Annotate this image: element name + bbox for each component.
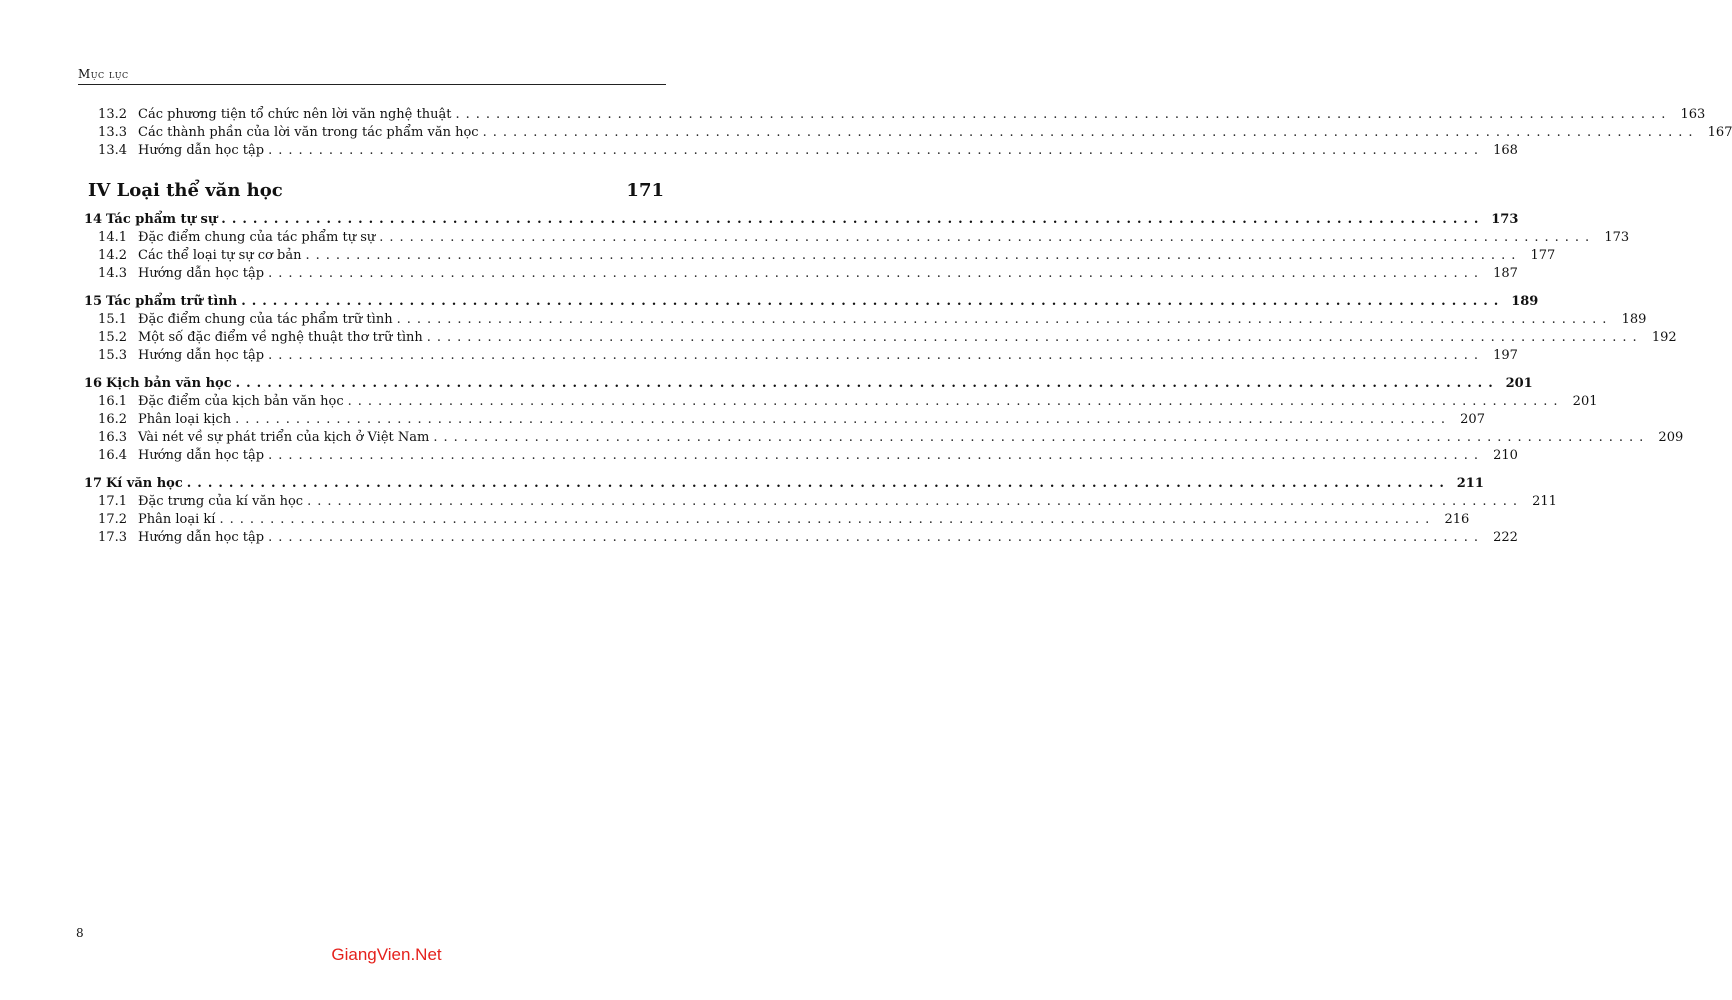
dot-leader: ........................................................................................................................ <box>379 230 1596 245</box>
toc-section-row[interactable] <box>78 429 1684 447</box>
section-number: 16.4 <box>98 448 127 463</box>
part-page: 171 <box>626 180 664 201</box>
section-number: 15.2 <box>98 330 127 345</box>
section-title: Các thành phần của lời văn trong tác phẩm văn học <box>138 125 479 140</box>
dot-leader: ........................................................................................................................ <box>268 143 1484 158</box>
toc-section-row[interactable] <box>78 265 1518 283</box>
section-number: 15.1 <box>98 312 127 327</box>
chapter-title: Tác phẩm tự sự <box>106 212 218 227</box>
toc-section-row[interactable] <box>78 411 1485 429</box>
toc-section-row[interactable] <box>78 124 1732 142</box>
toc-section-row[interactable] <box>78 229 1630 247</box>
section-title: Đặc trưng của kí văn học <box>138 494 304 509</box>
section-title: Hướng dẫn học tập <box>138 348 265 363</box>
toc-section-row[interactable] <box>78 311 1647 329</box>
section-number: 17.1 <box>98 494 127 509</box>
chapter-number: 15 <box>84 294 103 309</box>
section-title: Hướng dẫn học tập <box>138 143 265 158</box>
dot-leader: ........................................................................................................................ <box>268 266 1484 281</box>
dot-leader: ........................................................................................................................ <box>268 348 1484 363</box>
section-title: Các thể loại tự sự cơ bản <box>138 248 302 263</box>
section-number: 16.2 <box>98 412 127 427</box>
toc-section-row[interactable] <box>78 347 1518 365</box>
dot-leader: ........................................................................................................................ <box>268 448 1484 463</box>
section-title: Một số đặc điểm về nghệ thuật thơ trữ tình <box>138 330 423 345</box>
section-page: 173 <box>1604 230 1630 245</box>
section-page: 192 <box>1651 330 1677 345</box>
section-title: Phân loại kịch <box>138 412 232 427</box>
chapter-number: 14 <box>84 212 103 227</box>
dot-leader: ........................................................................................................................ <box>426 330 1643 345</box>
section-page: 197 <box>1493 348 1518 363</box>
section-page: 187 <box>1493 266 1518 281</box>
section-number: 13.2 <box>98 107 127 122</box>
toc-section-row[interactable] <box>78 447 1518 465</box>
section-page: 210 <box>1493 448 1518 463</box>
chapter-page: 201 <box>1505 376 1533 391</box>
toc-section-row[interactable] <box>78 393 1598 411</box>
dot-leader: ........................................................................................................................ <box>235 376 1499 391</box>
dot-leader: ........................................................................................................................ <box>307 494 1523 509</box>
toc-chapter-row[interactable] <box>78 211 1519 229</box>
toc-section-row[interactable] <box>78 529 1518 547</box>
chapter-number: 17 <box>84 476 103 491</box>
section-number: 14.3 <box>98 266 127 281</box>
toc-section-row[interactable] <box>78 106 1706 124</box>
section-number: 17.3 <box>98 530 127 545</box>
table-of-contents <box>78 106 1732 547</box>
section-title: Vài nét về sự phát triển của kịch ở Việt Nam <box>138 430 430 445</box>
section-title: Đặc điểm chung của tác phẩm trữ tình <box>138 312 393 327</box>
toc-section-row[interactable] <box>78 247 1556 265</box>
part-title: IV Loại thể văn học <box>88 180 283 201</box>
chapter-title: Tác phẩm trữ tình <box>106 294 238 309</box>
toc-section-row[interactable] <box>78 511 1470 529</box>
dot-leader: ........................................................................................................................ <box>396 312 1613 327</box>
chapter-page: 173 <box>1491 212 1519 227</box>
toc-chapter-row[interactable] <box>78 293 1539 311</box>
section-number: 13.3 <box>98 125 127 140</box>
chapter-title: Kí văn học <box>106 476 183 491</box>
section-title: Phân loại kí <box>138 512 216 527</box>
section-title: Hướng dẫn học tập <box>138 530 265 545</box>
section-title: Hướng dẫn học tập <box>138 448 265 463</box>
dot-leader: ........................................................................................................................ <box>433 430 1650 445</box>
dot-leader: ........................................................................................................................ <box>219 512 1436 527</box>
section-page: 216 <box>1444 512 1470 527</box>
section-page: 167 <box>1707 125 1732 140</box>
section-number: 17.2 <box>98 512 127 527</box>
section-page: 177 <box>1530 248 1556 263</box>
section-page: 209 <box>1658 430 1684 445</box>
running-head: Mục lục <box>78 67 666 85</box>
section-number: 13.4 <box>98 143 127 158</box>
chapter-page: 211 <box>1456 476 1484 491</box>
section-title: Đặc điểm của kịch bản văn học <box>138 394 344 409</box>
section-page: 207 <box>1460 412 1485 427</box>
dot-leader: ........................................................................................................................ <box>305 248 1522 263</box>
dot-leader: ........................................................................................................................ <box>241 294 1505 309</box>
chapter-title: Kịch bản văn học <box>106 376 232 391</box>
section-number: 14.1 <box>98 230 127 245</box>
watermark-text: GiangVien.Net <box>331 945 442 964</box>
section-number: 14.2 <box>98 248 127 263</box>
page-number: 8 <box>76 926 84 940</box>
section-page: 163 <box>1680 107 1706 122</box>
section-page: 168 <box>1493 143 1518 158</box>
dot-leader: ........................................................................................................................ <box>347 394 1564 409</box>
section-title: Đặc điểm chung của tác phẩm tự sự <box>138 230 376 245</box>
section-title: Các phương tiện tổ chức nên lời văn nghệ thuật <box>138 107 452 122</box>
part-heading[interactable] <box>78 180 666 201</box>
chapter-number: 16 <box>84 376 103 391</box>
section-number: 15.3 <box>98 348 127 363</box>
toc-section-row[interactable] <box>78 329 1677 347</box>
section-page: 201 <box>1572 394 1598 409</box>
toc-section-row[interactable] <box>78 493 1557 511</box>
section-number: 16.1 <box>98 394 127 409</box>
top-sections <box>78 106 1732 160</box>
dot-leader: ........................................................................................................................ <box>455 107 1672 122</box>
dot-leader: ........................................................................................................................ <box>221 212 1485 227</box>
section-number: 16.3 <box>98 430 127 445</box>
toc-section-row[interactable] <box>78 142 1518 160</box>
dot-leader: ........................................................................................................................ <box>268 530 1484 545</box>
dot-leader: ........................................................................................................................ <box>235 412 1451 427</box>
dot-leader: ........................................................................................................................ <box>186 476 1450 491</box>
toc-chapter-row[interactable] <box>78 475 1484 493</box>
toc-chapter-row[interactable] <box>78 375 1533 393</box>
section-page: 189 <box>1621 312 1647 327</box>
section-page: 211 <box>1532 494 1557 509</box>
section-page: 222 <box>1493 530 1518 545</box>
dot-leader: ........................................................................................................................ <box>482 125 1699 140</box>
chapter-page: 189 <box>1511 294 1539 309</box>
section-title: Hướng dẫn học tập <box>138 266 265 281</box>
